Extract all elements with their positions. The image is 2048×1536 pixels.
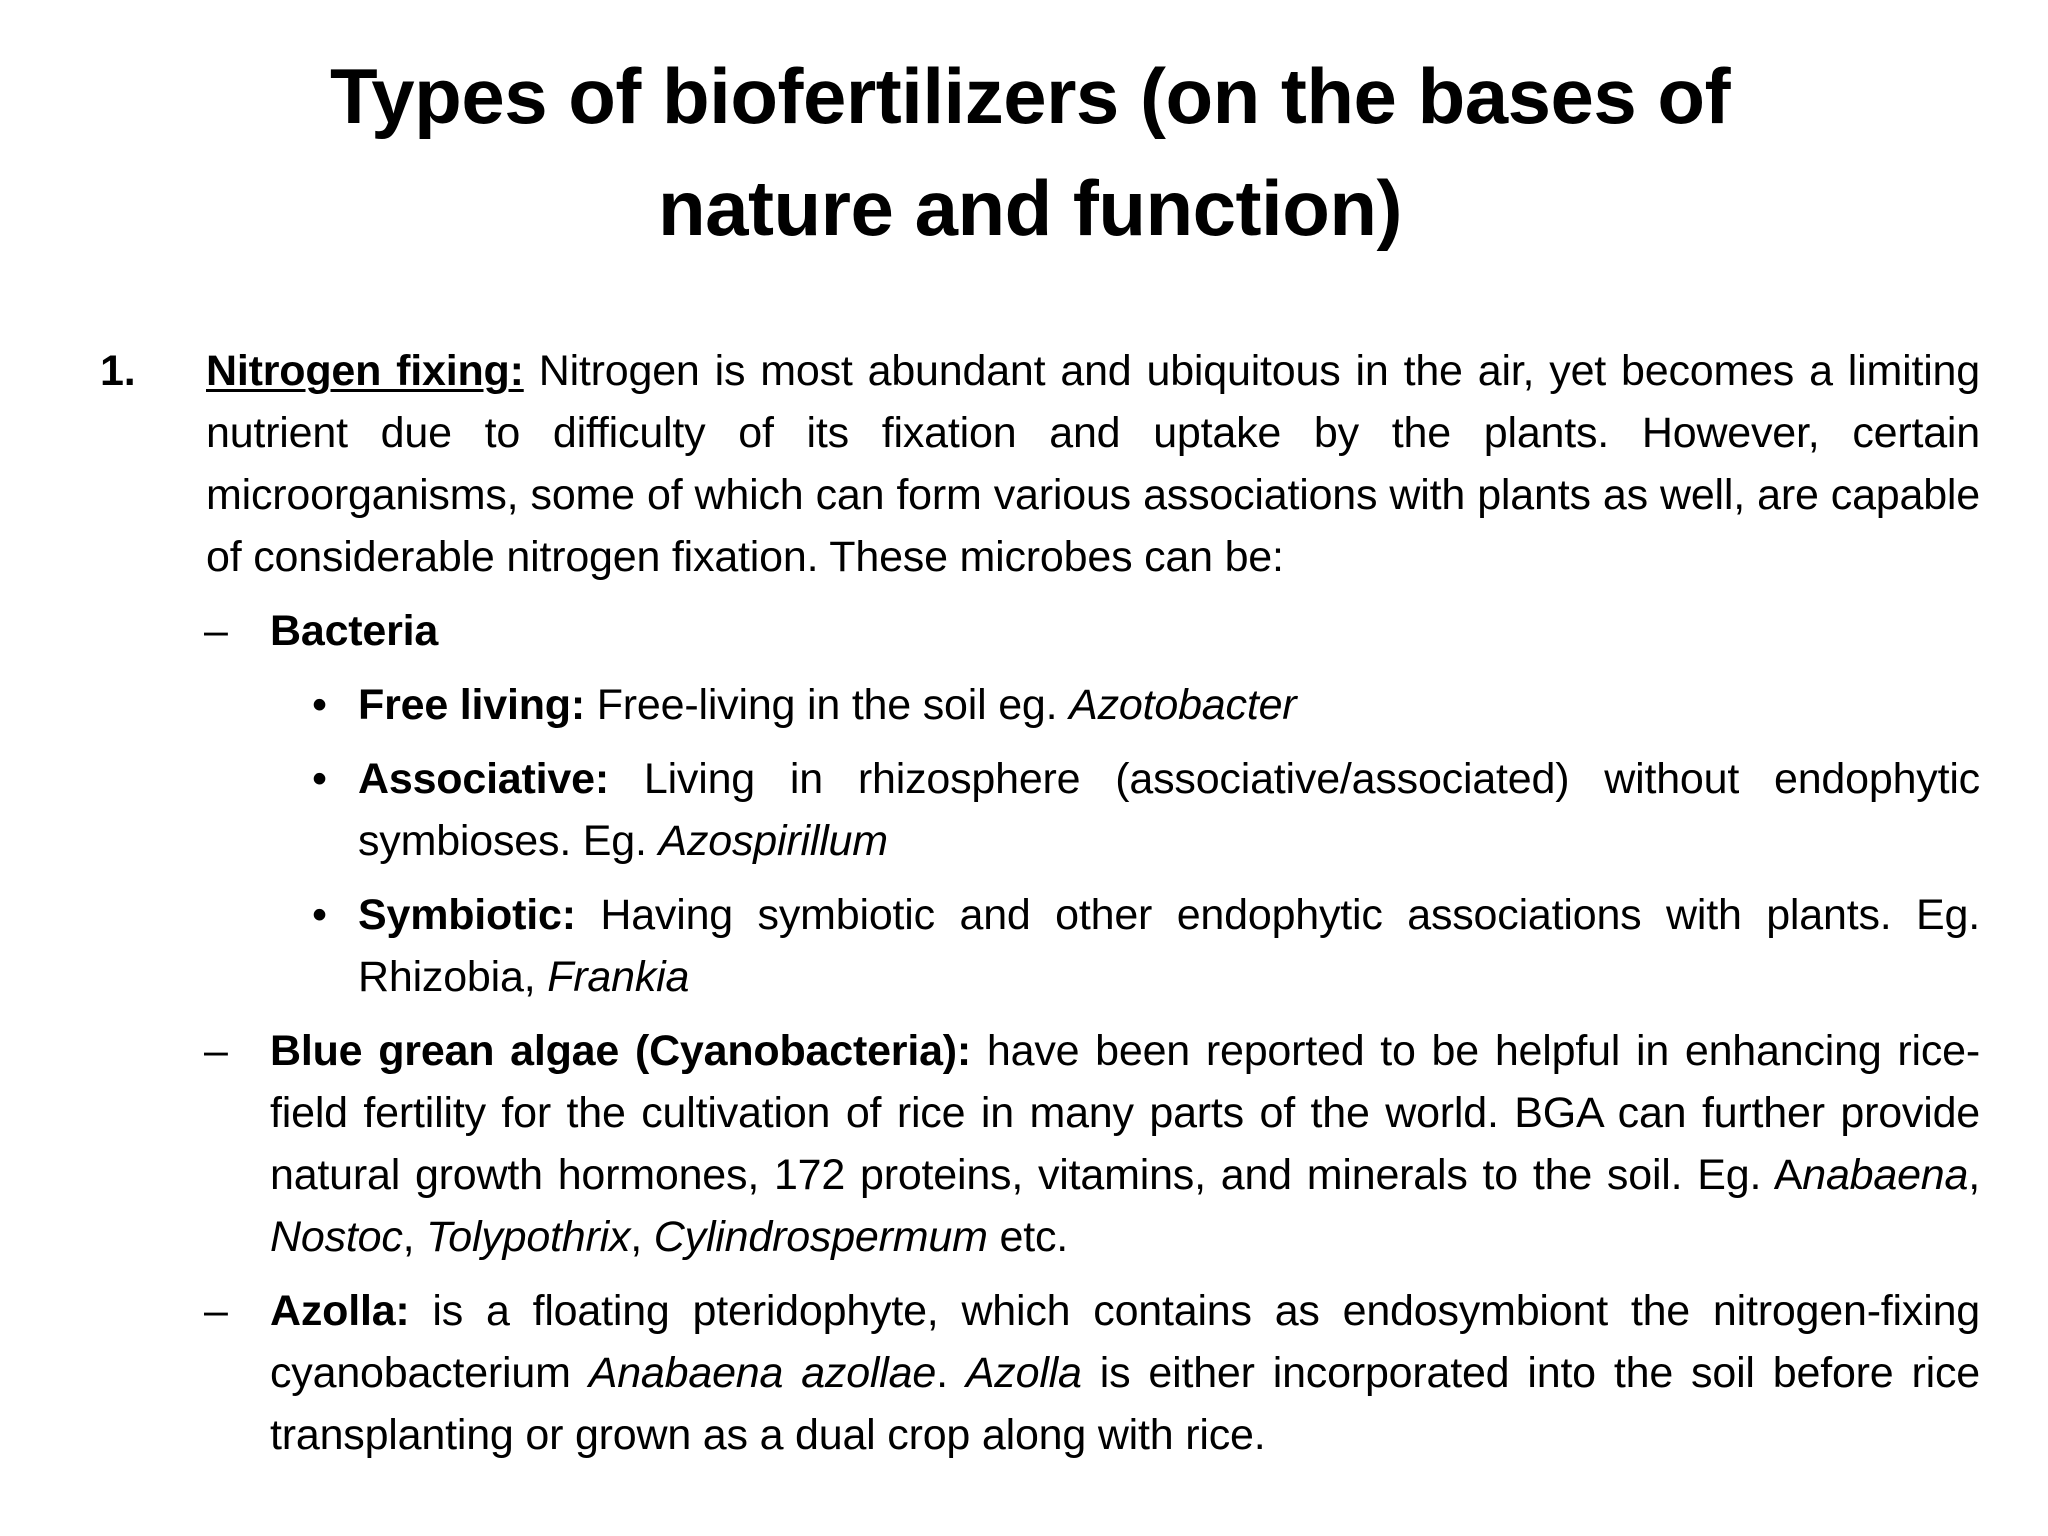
bga-separator: ,	[630, 1213, 654, 1261]
list-item-symbiotic	[312, 884, 1980, 1008]
free-living-label: Free living:	[358, 681, 585, 729]
bga-example-tolypothrix: Tolypothrix	[426, 1213, 631, 1261]
dash-marker: –	[204, 607, 228, 655]
list-item-azolla	[204, 1280, 1980, 1466]
associative-label: Associative:	[358, 755, 609, 803]
bga-tail: etc.	[987, 1213, 1068, 1261]
bga-label: Blue grean algae (Cyanobacteria):	[270, 1027, 972, 1075]
section-intro	[206, 340, 1980, 588]
azolla-example-anabaena-azollae: Anabaena azollae	[588, 1349, 937, 1397]
associative-example: Azospirillum	[658, 817, 888, 865]
slide-body	[100, 340, 1980, 1466]
section-intro-text: Nitrogen is most abundant and ubiquitous in the air, yet becomes a limiting nutrient due to difficulty of its fixation and uptake by the plants. However, certain microorganisms, some of which can form various associations with plants as well, are capable of considerable nitrogen fixation. These microbes can be:	[206, 347, 1980, 581]
bga-example-cylindrospermum: Cylindrospermum	[653, 1213, 988, 1261]
bga-example-anabaena: nabaena	[1802, 1151, 1969, 1199]
list-item-bacteria	[204, 600, 1980, 662]
section-heading: Nitrogen fixing:	[206, 347, 524, 395]
azolla-label: Azolla:	[270, 1287, 410, 1335]
symbiotic-label: Symbiotic:	[358, 891, 576, 939]
bacteria-label: Bacteria	[270, 607, 439, 655]
symbiotic-text: Having symbiotic and other endophytic associations with plants. Eg. Rhizobia,	[358, 891, 1980, 1001]
bga-separator: ,	[1968, 1151, 1980, 1199]
title-line-1: Types of biofertilizers (on the bases of	[329, 52, 1731, 140]
free-living-text: Free-living in the soil eg.	[584, 681, 1070, 729]
dash-marker: –	[204, 1287, 228, 1335]
azolla-text-3: is either incorporated into the soil before rice transplanting or grown as a dual crop along with rice.	[270, 1349, 1980, 1459]
slide-title	[180, 40, 1880, 264]
list-item-blue-green-algae	[204, 1020, 1980, 1268]
azolla-text-1: is a floating pteridophyte, which contains as endosymbiont the nitrogen-fixing cyanobacterium	[270, 1287, 1980, 1397]
bga-separator: ,	[402, 1213, 427, 1261]
associative-text: Living in rhizosphere (associative/associated) without endophytic symbioses. Eg.	[358, 755, 1980, 865]
free-living-example: Azotobacter	[1069, 681, 1297, 729]
bga-text: have been reported to be helpful in enhancing rice-field fertility for the cultivation of rice in many parts of the world. BGA can further provide natural growth hormones, 172 proteins, vitamins, and minerals to the soil. Eg. A	[270, 1027, 1980, 1199]
dash-marker: –	[204, 1027, 228, 1075]
list-item-associative	[312, 748, 1980, 872]
bullet-marker: •	[312, 681, 327, 729]
azolla-example-azolla: Azolla	[965, 1349, 1082, 1397]
section-number: 1.	[100, 347, 136, 395]
azolla-text-2: .	[936, 1349, 966, 1397]
title-line-2: nature and function)	[658, 164, 1402, 252]
bullet-marker: •	[312, 755, 327, 803]
bga-example-nostoc: Nostoc	[270, 1213, 403, 1261]
symbiotic-example: Frankia	[547, 953, 690, 1001]
bullet-marker: •	[312, 891, 327, 939]
list-item-free-living	[312, 674, 1980, 736]
